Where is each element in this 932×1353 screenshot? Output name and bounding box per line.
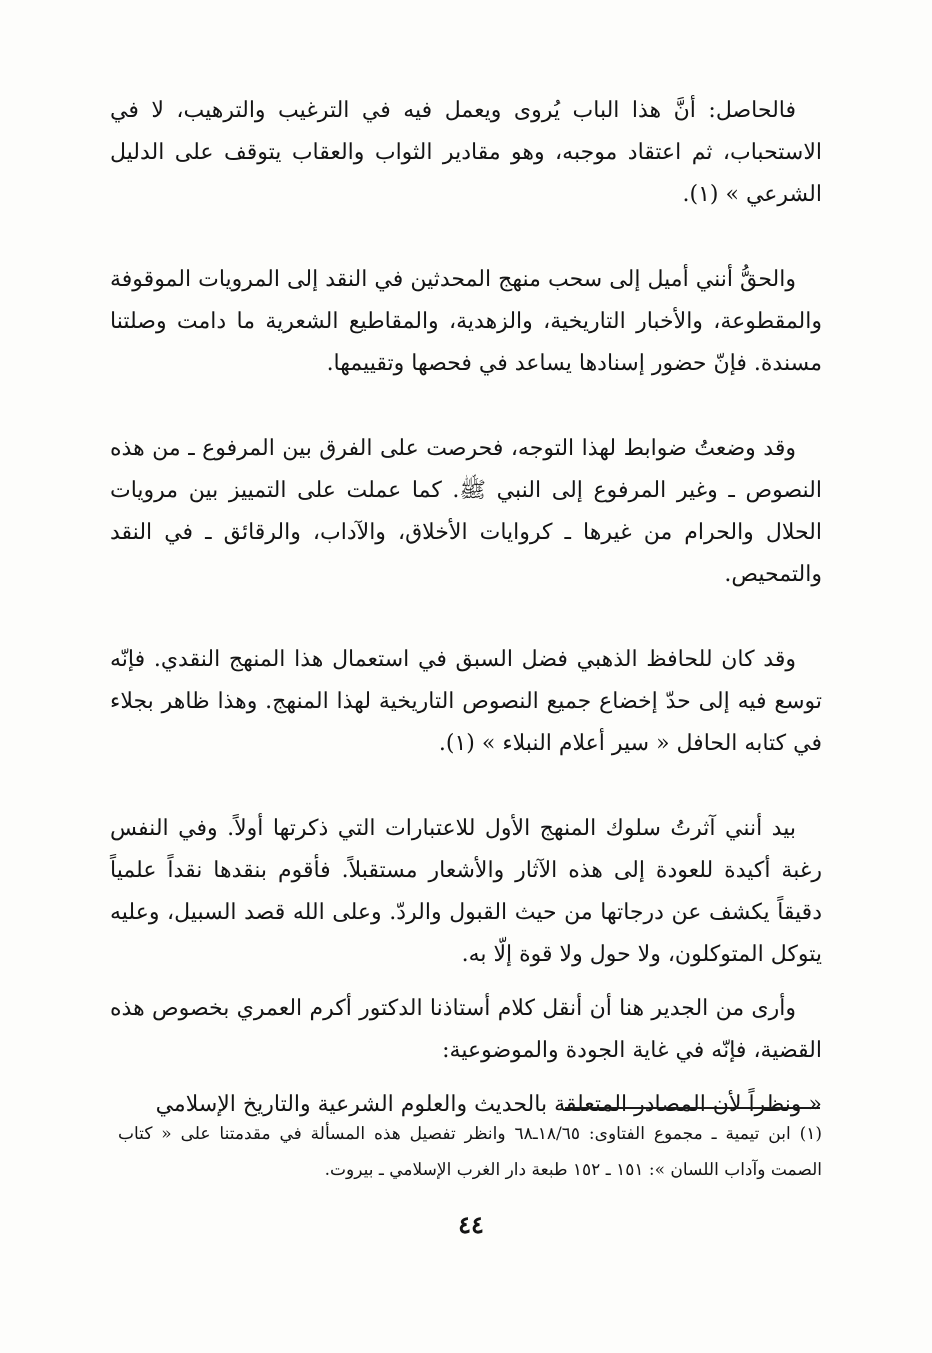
paragraph-dhahabi: [110, 639, 822, 765]
page-number: ٤٤: [458, 1210, 484, 1239]
paragraph-preference: [110, 808, 822, 976]
footnote-1: (١) ابن تيمية ـ مجموع الفتاوى: ١٨/٦٥ـ٦٨ وانظر تفصيل هذه المسألة في مقدمتنا على « كتاب الصمت وآداب اللسان »: ١٥١ ـ ١٥٢ طبعة دار الغرب الإسلامي ـ بيروت.: [118, 1124, 822, 1180]
paragraph-text: وقد وضعتُ ضوابط لهذا التوجه، فحرصت على الفرق بين المرفوع ـ من هذه النصوص ـ وغير المرفوع إلى النبي ﷺ. كما عملت على التمييز بين مرويات الحلال والحرام من غيرها ـ كروايات الأخلاق، والآداب، والرقائق ـ في النقد والتمحيص.: [110, 436, 822, 587]
body-text: [110, 90, 822, 1126]
paragraph-text: وقد كان للحافظ الذهبي فضل السبق في استعمال هذا المنهج النقدي. فإنّه توسع فيه إلى حدّ إخضاع جميع النصوص التاريخية لهذا المنهج. وهذا ظاهر بجلاء في كتابه الحافل « سير أعلام النبلاء » (١).: [110, 647, 822, 756]
footnote-separator: [565, 1107, 820, 1109]
paragraph-text: « ونظراً لأن المصادر المتعلقة بالحديث والعلوم الشرعية والتاريخ الإسلامي: [155, 1092, 822, 1117]
footnotes: [118, 1116, 822, 1188]
paragraph-summary: [110, 90, 822, 216]
paragraph-text: بيد أنني آثرتُ سلوك المنهج الأول للاعتبارات التي ذكرتها أولاً. وفي النفس رغبة أكيدة للعودة إلى هذه الآثار والأشعار مستقبلاً. فأقوم بنقدها نقداً علمياً دقيقاً يكشف عن درجاتها من حيث القبول والردّ. وعلى الله قصد السبيل، وعليه يتوكل المتوكلون، ولا حول ولا قوة إلّا به.: [110, 816, 822, 967]
paragraph-text: وأرى من الجدير هنا أن أنقل كلام أستاذنا الدكتور أكرم العمري بخصوص هذه القضية، فإنّه في غاية الجودة والموضوعية:: [110, 996, 822, 1063]
paragraph-rules: [110, 428, 822, 596]
paragraph-critique-method: [110, 259, 822, 385]
paragraph-text: فالحاصل: أنَّ هذا الباب يُروى ويعمل فيه في الترغيب والترهيب، لا في الاستحباب، ثم اعتقاد موجبه، وهو مقادير الثواب والعقاب يتوقف على الدليل الشرعي » (١).: [110, 98, 822, 207]
paragraph-text: والحقُّ أنني أميل إلى سحب منهج المحدثين في النقد إلى المرويات الموقوفة والمقطوعة، والأخبار التاريخية، والزهدية، والمقاطيع الشعرية ما دامت وصلتنا مسندة. فإنّ حضور إسنادها يساعد في فحصها وتقييمها.: [110, 267, 822, 376]
paragraph-quote-intro: [110, 988, 822, 1072]
